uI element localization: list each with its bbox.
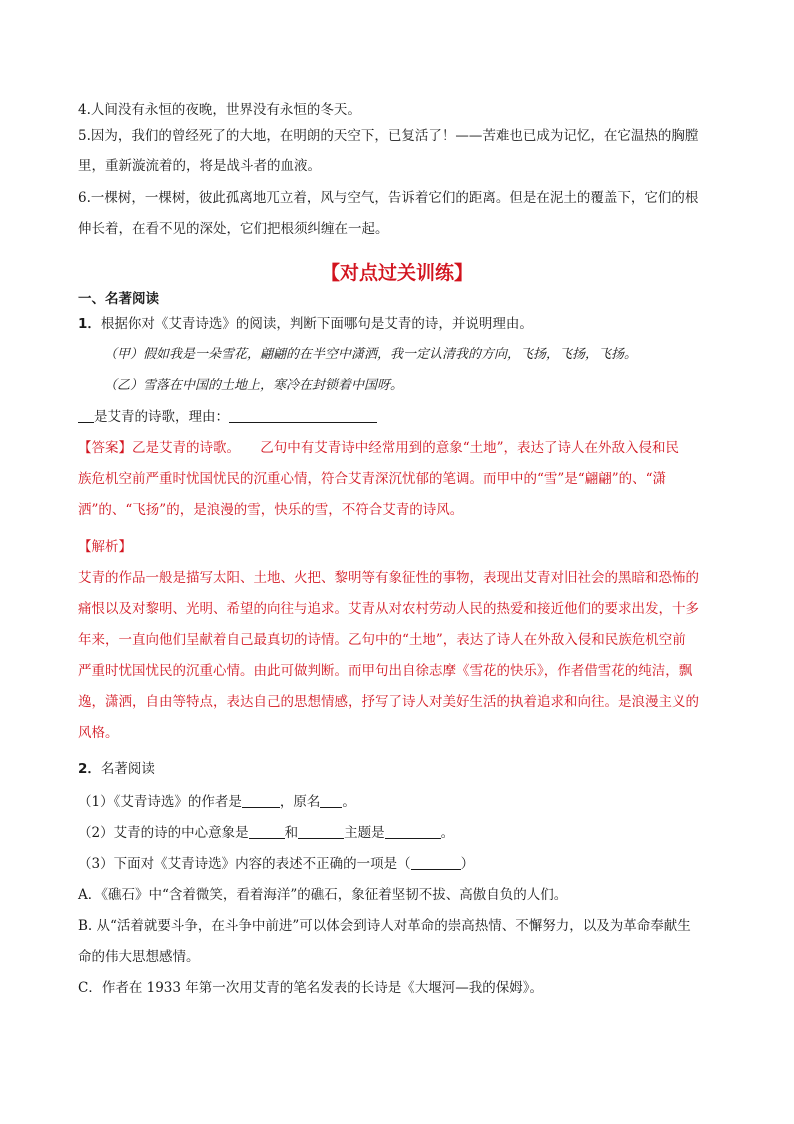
- intro-line-6a: 6.一棵树，一棵树，彼此孤离地兀立着，风与空气，告诉着它们的距离。但是在泥土的覆盖下，它们的根: [78, 190, 699, 206]
- q2-sub-1-text-b: ，原名: [279, 794, 321, 810]
- blank-line-text: 是艾青的诗歌，理由：: [94, 409, 229, 425]
- analysis-line-6: 风格。: [78, 725, 119, 741]
- blank-choice[interactable]: [411, 855, 461, 870]
- q2-sub-2-text-c: 主题是: [344, 825, 385, 841]
- poem-a: （甲）假如我是一朵雪花，翩翩的在半空中潇洒，我一定认清我的方向，飞扬，飞扬，飞扬。: [104, 347, 638, 362]
- intro-line-5a: 5.因为，我们的曾经死了的大地，在明朗的天空下，已复活了！——苦难也已成为记忆，在它温热的胸膛: [78, 128, 699, 144]
- option-a: A．《礁石》中“含着微笑，看着海洋”的礁石，象征着坚韧不拔、高傲自负的人们。: [78, 887, 568, 903]
- blank-image-2[interactable]: [298, 824, 344, 839]
- answer-blank-line: [78, 405, 718, 429]
- q2-sub-3-text-a: （3）下面对《艾青诗选》内容的表述不正确的一项是（: [78, 856, 411, 872]
- answer-text-1: 乙是艾青的诗歌。 乙句中有艾青诗中经常用到的意象“土地”，表达了诗人在外敌入侵和民: [132, 440, 680, 456]
- question-1-text: 根据你对《艾青诗选》的阅读，判断下面哪句是艾青的诗，并说明理由。: [100, 316, 533, 332]
- blank-poem-choice[interactable]: [78, 408, 94, 423]
- q2-sub-2-text-a: （2）艾青的诗的中心意象是: [78, 825, 249, 841]
- q2-sub-1: [78, 790, 718, 814]
- q2-sub-3-text-b: ）: [460, 856, 475, 872]
- answer-label: 【答案】: [78, 440, 132, 456]
- analysis-line-4: 严重时忧国忧民的沉重心情。由此可做判断。而甲句出自徐志摩《雪花的快乐》，作者借雪花的纯洁，飘: [78, 663, 693, 679]
- question-2: [78, 757, 718, 781]
- option-b-line-1: B. 从“活着就要斗争，在斗争中前进”可以体会到诗人对革命的崇高热情、不懈努力，以及为革命奉献生: [78, 918, 691, 934]
- q2-sub-2: [78, 821, 718, 845]
- q2-sub-1-text-c: 。: [342, 794, 356, 810]
- q2-sub-2-text-b: 和: [284, 825, 299, 841]
- question-2-number: 2．: [78, 761, 101, 777]
- blank-author[interactable]: [242, 793, 280, 808]
- intro-line-6b: 伸长着，在看不见的深处，它们把根须纠缠在一起。: [78, 221, 389, 237]
- question-1: [78, 312, 718, 336]
- q2-sub-3: [78, 852, 718, 876]
- q2-sub-1-text-a: （1）《艾青诗选》的作者是: [78, 794, 242, 810]
- section-title: 【对点过关训练】: [320, 262, 473, 284]
- option-c: C．作者在 1933 年第一次用艾青的笔名发表的长诗是《大堰河—我的保姆》。: [78, 980, 544, 996]
- question-2-title: 名著阅读: [100, 761, 155, 777]
- answer-line-1: [78, 436, 718, 460]
- blank-image-1[interactable]: [249, 824, 285, 839]
- blank-reason[interactable]: [229, 408, 377, 423]
- answer-line-3: 洒”的、“飞扬”的，是浪漫的雪，快乐的雪，不符合艾青的诗风。: [78, 502, 464, 518]
- analysis-line-5: 逸，潇洒，自由等特点，表达自己的思想情感，抒写了诗人对美好生活的执着追求和向往。是浪漫主义的: [78, 694, 699, 710]
- analysis-line-1: 艾青的作品一般是描写太阳、土地、火把、黎明等有象征性的事物，表现出艾青对旧社会的黑暗和恐怖的: [78, 570, 699, 586]
- analysis-line-3: 年来，一直向他们呈献着自己最真切的诗情。乙句中的“土地”，表达了诗人在外敌入侵和民族危机空前: [78, 632, 686, 648]
- intro-line-5b: 里，重新漩流着的，将是战斗者的血液。: [78, 158, 321, 174]
- question-1-number: 1．: [78, 316, 101, 332]
- q2-sub-2-text-d: 。: [440, 825, 455, 841]
- analysis-label: 【解析】: [78, 539, 132, 555]
- analysis-line-2: 痛恨以及对黎明、光明、希望的向往与追求。艾青从对农村劳动人民的热爱和接近他们的要求出发，十多: [78, 601, 699, 617]
- poem-b: （乙）雪落在中国的土地上，寒冷在封锁着中国呀。: [104, 378, 404, 393]
- intro-line-4: 4.人间没有永恒的夜晚，世界没有永恒的冬天。: [78, 102, 361, 118]
- part1-heading: 一、名著阅读: [78, 291, 159, 307]
- blank-theme[interactable]: [385, 824, 441, 839]
- option-b-line-2: 命的伟大思想感情。: [78, 949, 200, 965]
- blank-original-name[interactable]: [320, 793, 342, 808]
- answer-line-2: 族危机空前严重时忧国忧民的沉重心情，符合艾青深沉忧郁的笔调。而甲中的“雪”是“翩翩”的、“潇: [78, 471, 667, 487]
